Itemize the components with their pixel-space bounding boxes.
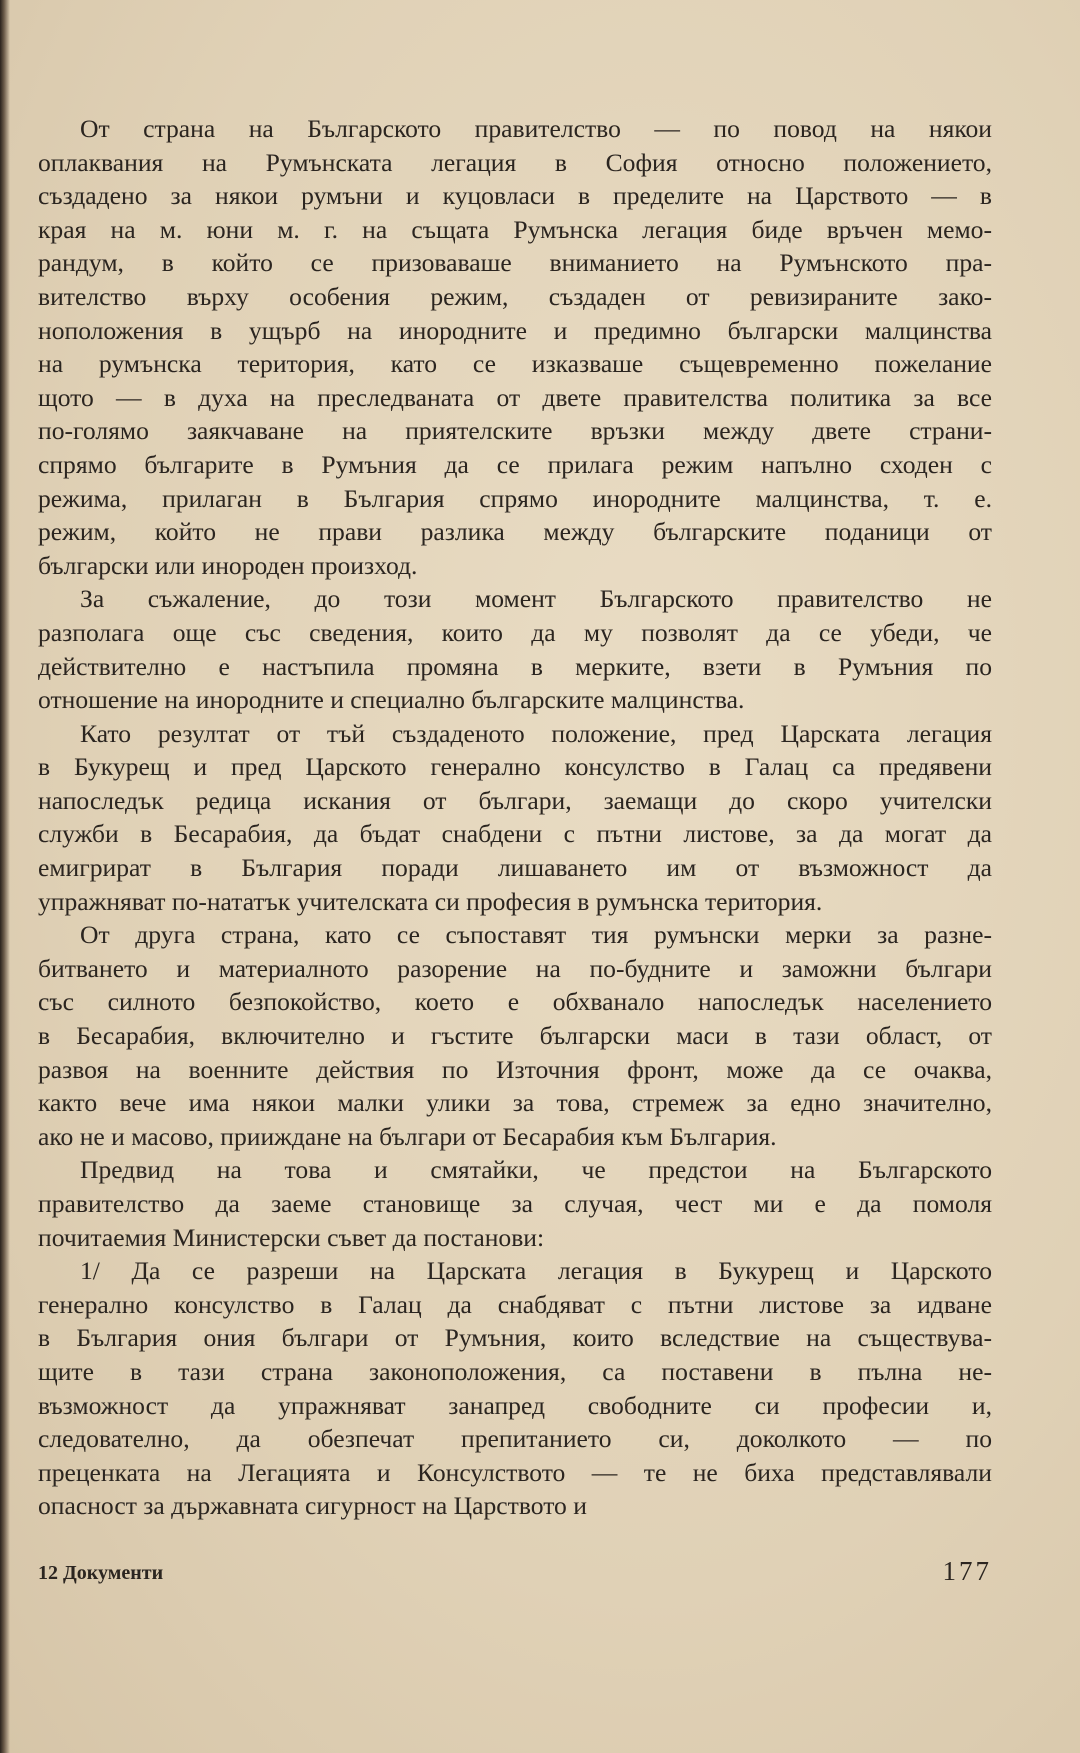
text-line: Като резултат от тъй създаденото положение, пред Царската легация bbox=[80, 718, 992, 748]
text-line: създадено за някои румъни и куцовласи в пределите на Царството — в bbox=[38, 181, 992, 211]
document-body bbox=[38, 112, 992, 1523]
text-line: на румънска територия, като се изказваше същевременно пожелание bbox=[38, 349, 992, 379]
text-line: спрямо българите в Румъния да се прилага режим напълно сходен с bbox=[38, 449, 992, 479]
text-line: както вече има някои малки улики за това, стремеж за едно значително, bbox=[38, 1088, 992, 1118]
text-line: рандум, в който се призоваваше вниманието на Румънското пра- bbox=[38, 248, 992, 278]
text-line: оплаквания на Румънската легация в София относно положението, bbox=[38, 147, 992, 177]
text-line: правителство да заеме становище за случая, чест ми е да помоля bbox=[38, 1189, 992, 1218]
text-line: отношение на инородните и специално българските малцинства. bbox=[38, 685, 745, 715]
page-footer bbox=[38, 1556, 992, 1596]
text-line: щото — в духа на преследваната от двете правителства политика за все bbox=[38, 382, 992, 412]
text-line: развоя на военните действия по Източния фронт, може да се очаква, bbox=[38, 1054, 992, 1084]
signature-mark: 12 Документи bbox=[38, 1562, 164, 1584]
text-line: ноположения в ущърб на инородните и предимно български малцинства bbox=[38, 315, 992, 345]
text-line: преценката на Легацията и Консулството — те не биха представлявали bbox=[38, 1457, 992, 1487]
text-line: в България ония българи от Румъния, които вследствие на съществува- bbox=[38, 1323, 992, 1353]
text-line: ако не и масово, прииждане на българи от Бесарабия към България. bbox=[38, 1121, 777, 1151]
text-line: следователно, да обезпечат препитанието си, доколкото — по bbox=[38, 1424, 992, 1454]
page-number: 177 bbox=[942, 1556, 992, 1586]
text-line: почитаемия Министерски съвет да постанови: bbox=[38, 1222, 545, 1252]
text-line: възможност да упражняват занапред свободните си професии и, bbox=[38, 1390, 992, 1420]
text-line: вителство върху особения режим, създаден от ревизираните зако- bbox=[38, 281, 992, 311]
text-line: действително е настъпила промяна в мерките, взети в Румъния по bbox=[38, 651, 992, 681]
text-line: От страна на Българското правителство — по повод на някои bbox=[80, 114, 992, 143]
book-binding-edge bbox=[0, 0, 10, 1753]
text-line: упражняват по-нататък учителската си професия в румънска територия. bbox=[38, 886, 823, 916]
text-line: битването и материалното разорение на по-будните и заможни българи bbox=[38, 953, 992, 983]
text-line: със силното безпокойство, което е обхванало напоследък населението bbox=[38, 987, 992, 1017]
text-line: служби в Бесарабия, да бъдат снабдени с пътни листове, за да могат да bbox=[38, 819, 992, 849]
text-line: От друга страна, като се съпоставят тия румънски мерки за разне- bbox=[80, 920, 992, 950]
text-line: в Букурещ и пред Царското генерално консулство в Галац са предявени bbox=[38, 752, 992, 782]
text-line: режима, прилаган в България спрямо инородните малцинства, т. е. bbox=[38, 483, 992, 513]
text-line: емигрират в България поради лишаването им от възможност да bbox=[38, 853, 992, 883]
text-line: опасност за държавната сигурност на Царството и bbox=[38, 1491, 587, 1521]
text-line: Предвид на това и смятайки, че предстои на Българското bbox=[80, 1155, 992, 1185]
text-line: режим, който не прави разлика между българските поданици от bbox=[38, 517, 992, 547]
text-line: щите в тази страна законоположения, са поставени в пълна не- bbox=[38, 1356, 992, 1386]
text-line: в Бесарабия, включително и гъстите български маси в тази област, от bbox=[38, 1021, 992, 1051]
text-line: 1/ Да се разреши на Царската легация в Букурещ и Царското bbox=[80, 1256, 992, 1286]
text-line: разполага още със сведения, които да му позволят да се убеди, че bbox=[38, 617, 992, 647]
text-line: За съжаление, до този момент Българското правителство не bbox=[80, 584, 992, 614]
text-line: български или инороден произход. bbox=[38, 550, 418, 580]
text-line: напоследък редица искания от българи, заемащи до скоро учителски bbox=[38, 785, 992, 815]
text-line: по-голямо заякчаване на приятелските връзки между двете страни- bbox=[38, 416, 992, 446]
text-line: края на м. юни м. г. на същата Румънска легация биде връчен мемо- bbox=[38, 214, 992, 244]
text-line: генерално консулство в Галац да снабдяват с пътни листове за идване bbox=[38, 1289, 992, 1319]
